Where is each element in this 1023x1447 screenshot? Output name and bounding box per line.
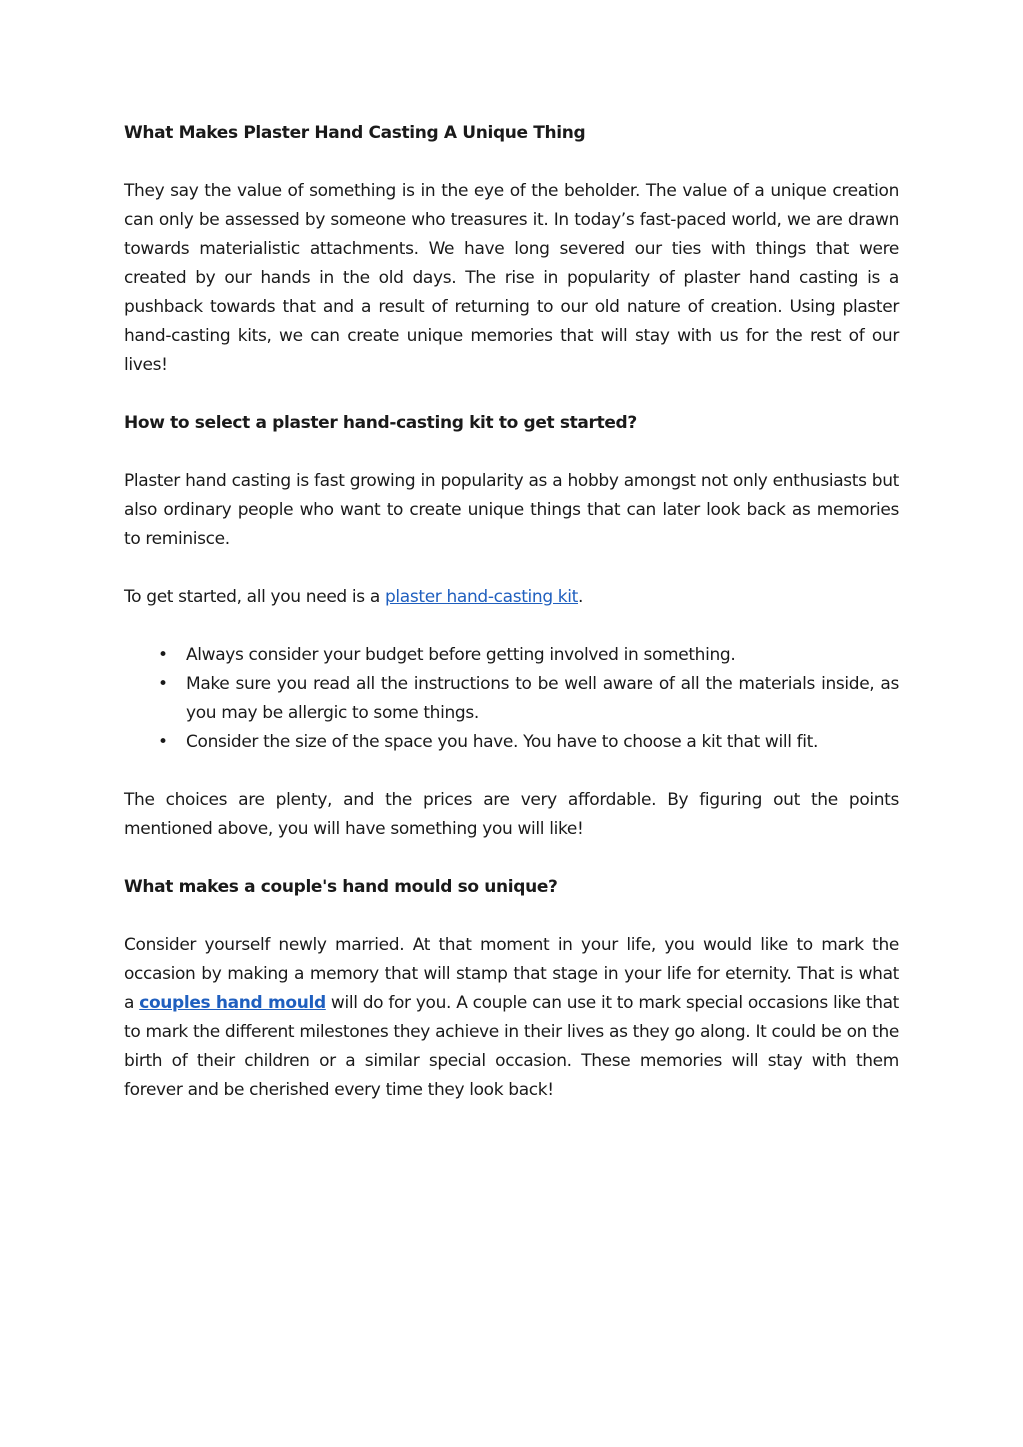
list-item	[158, 641, 899, 670]
couples-hand-mould-link[interactable]: couples hand mould	[139, 993, 326, 1013]
popularity-paragraph: Plaster hand casting is fast growing in popularity as a hobby amongst not only enthusiasts but also ordinary people who want to create unique things that can later look back as memories to reminisce.	[124, 471, 899, 549]
get-started-paragraph	[124, 583, 899, 612]
article-title: What Makes Plaster Hand Casting A Unique Thing	[124, 123, 586, 143]
list-item-text: Always consider your budget before getting involved in something.	[186, 645, 736, 665]
document-page	[124, 119, 899, 1134]
section-heading-couples-mould: What makes a couple's hand mould so unique?	[124, 877, 558, 897]
bullet-icon: •	[158, 645, 168, 665]
bullet-icon: •	[158, 732, 168, 752]
list-item-text: Make sure you read all the instructions to be well aware of all the materials inside, as you may be allergic to some things.	[186, 674, 899, 723]
get-started-text: To get started, all you need is a	[124, 587, 385, 607]
section-heading-select-kit: How to select a plaster hand-casting kit to get started?	[124, 413, 637, 433]
plaster-kit-link[interactable]: plaster hand-casting kit	[384, 587, 578, 607]
choices-paragraph: The choices are plenty, and the prices are very affordable. By figuring out the points mentioned above, you will have something you will like!	[124, 790, 899, 839]
bullet-icon: •	[158, 674, 168, 694]
list-item	[158, 728, 899, 757]
couples-paragraph	[124, 931, 899, 1105]
couples-text-after: will do for you. A couple can use it to mark special occasions like that to mark the different milestones they achieve in their lives as they go along. It could be on the birth of their children or a similar special occasion. These memories will stay with them forever and be cherished every time they look back!	[124, 993, 899, 1100]
tips-list	[124, 641, 899, 757]
get-started-period: .	[578, 587, 584, 607]
couples-text-before: Consider yourself newly married. At that moment in your life, you would like to mark the occasion by making a memory that will stamp that stage in your life for eternity. That is what a	[124, 935, 899, 1013]
intro-paragraph: They say the value of something is in the eye of the beholder. The value of a unique creation can only be assessed by someone who treasures it. In today’s fast-paced world, we are drawn towards materialistic attachments. We have long severed our ties with things that were created by our hands in the old days. The rise in popularity of plaster hand casting is a pushback towards that and a result of returning to our old nature of creation. Using plaster hand-casting kits, we can create unique memories that will stay with us for the rest of our lives!	[124, 181, 899, 375]
list-item	[158, 670, 899, 728]
list-item-text: Consider the size of the space you have. You have to choose a kit that will fit.	[186, 732, 819, 752]
